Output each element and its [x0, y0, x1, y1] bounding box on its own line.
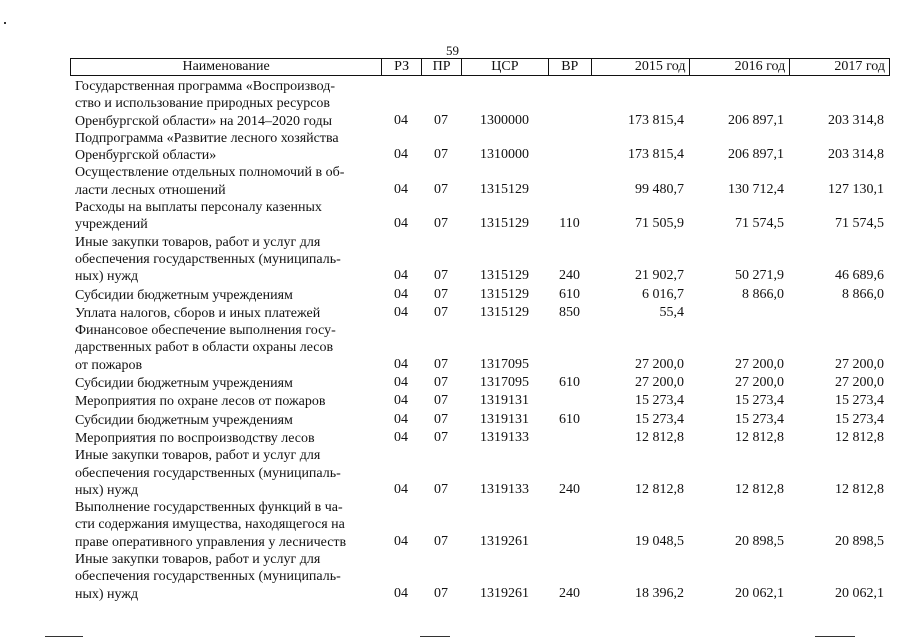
- row-name-line: Субсидии бюджетным учреждениям: [75, 376, 293, 392]
- row-name-line: Выполнение государственных функций в ча-: [75, 500, 343, 516]
- table-row: [70, 286, 890, 304]
- header-year-2015: 2015 год: [591, 59, 690, 75]
- cell-pr: 07: [434, 393, 448, 409]
- cell-pr: 07: [434, 481, 448, 497]
- cell-rz: 04: [394, 147, 408, 163]
- cell-rz: 04: [394, 481, 408, 497]
- table-row: [70, 447, 890, 499]
- cell-csr: 1315129: [480, 304, 529, 320]
- cell-pr: 07: [434, 112, 448, 128]
- cell-y2015: 12 812,8: [635, 481, 684, 497]
- row-name-line: обеспечения государственных (муниципаль-: [75, 569, 341, 585]
- cell-y2017: 20 062,1: [835, 585, 884, 601]
- scan-mark-left: [45, 636, 83, 637]
- cell-y2015: 19 048,5: [635, 533, 684, 549]
- row-name-line: сти содержания имущества, находящегося на: [75, 517, 345, 533]
- table-row: [70, 78, 890, 130]
- row-name-line: ных) нужд: [75, 269, 139, 285]
- scan-dot: [4, 22, 6, 24]
- cell-vr: [548, 129, 591, 130]
- table-row: [70, 304, 890, 322]
- cell-csr: 1317095: [480, 356, 529, 372]
- cell-y2016: 130 712,4: [728, 181, 784, 197]
- table-row: [70, 374, 890, 392]
- cell-pr: 07: [434, 411, 448, 427]
- cell-y2016: 12 812,8: [735, 481, 784, 497]
- cell-rz: 04: [394, 585, 408, 601]
- row-name: [70, 234, 381, 286]
- cell-y2016: 206 897,1: [728, 147, 784, 163]
- cell-y2017: 20 898,5: [835, 533, 884, 549]
- cell-y2015: 173 815,4: [628, 147, 684, 163]
- cell-vr: 610: [559, 286, 580, 302]
- row-name-line: Оренбургской области»: [75, 148, 217, 164]
- cell-pr: 07: [434, 429, 448, 445]
- row-name-line: Уплата налогов, сборов и иных платежей: [75, 305, 321, 321]
- row-name-line: ласти лесных отношений: [75, 182, 226, 198]
- cell-vr: [548, 446, 591, 447]
- cell-y2017: 8 866,0: [842, 286, 884, 302]
- table-row: [70, 551, 890, 603]
- cell-csr: 1319133: [480, 429, 529, 445]
- cell-vr: [548, 163, 591, 164]
- cell-y2016: 71 574,5: [735, 216, 784, 232]
- cell-y2016: 15 273,4: [735, 393, 784, 409]
- header-year-2017: 2017 год: [789, 59, 889, 75]
- cell-y2017: 15 273,4: [835, 393, 884, 409]
- cell-y2016: 27 200,0: [735, 375, 784, 391]
- cell-vr: [548, 550, 591, 551]
- table-row: [70, 411, 890, 429]
- cell-vr: 240: [559, 585, 580, 601]
- cell-csr: 1315129: [480, 181, 529, 197]
- cell-y2016: 15 273,4: [735, 411, 784, 427]
- table-row: [70, 429, 890, 447]
- header-pr: ПР: [421, 59, 461, 75]
- row-name: [70, 305, 381, 322]
- cell-y2017: 127 130,1: [828, 181, 884, 197]
- row-name: [70, 322, 381, 374]
- row-name-line: ство и использование природных ресурсов: [75, 96, 331, 112]
- cell-y2015: 12 812,8: [635, 429, 684, 445]
- row-name: [70, 199, 381, 234]
- cell-y2015: 27 200,0: [635, 356, 684, 372]
- cell-csr: 1310000: [480, 147, 529, 163]
- table-row: [70, 234, 890, 286]
- table-body: [70, 78, 890, 603]
- cell-rz: 04: [394, 216, 408, 232]
- cell-pr: 07: [434, 216, 448, 232]
- cell-y2017: 71 574,5: [835, 216, 884, 232]
- row-name: [70, 430, 381, 447]
- row-name-line: Субсидии бюджетным учреждениям: [75, 287, 293, 303]
- cell-rz: 04: [394, 411, 408, 427]
- cell-pr: 07: [434, 585, 448, 601]
- row-name-line: Субсидии бюджетным учреждениям: [75, 412, 293, 428]
- row-name-line: учреждений: [75, 217, 148, 233]
- cell-y2016: 8 866,0: [742, 286, 784, 302]
- cell-y2016: 20 062,1: [735, 585, 784, 601]
- row-name-line: ных) нужд: [75, 586, 139, 602]
- cell-rz: 04: [394, 268, 408, 284]
- cell-csr: 1319131: [480, 411, 529, 427]
- row-name-line: Финансовое обеспечение выполнения госу-: [75, 323, 336, 339]
- cell-rz: 04: [394, 286, 408, 302]
- cell-y2016: 206 897,1: [728, 112, 784, 128]
- table-header: [70, 58, 890, 76]
- cell-y2017: 46 689,6: [835, 268, 884, 284]
- table-row: [70, 164, 890, 199]
- cell-y2015: 27 200,0: [635, 375, 684, 391]
- cell-y2015: 55,4: [659, 304, 684, 320]
- cell-y2015: 21 902,7: [635, 268, 684, 284]
- cell-vr: 110: [559, 216, 580, 232]
- row-name-line: от пожаров: [75, 357, 143, 373]
- row-name-line: дарственных работ в области охраны лесов: [75, 340, 334, 356]
- cell-y2017: 15 273,4: [835, 411, 884, 427]
- cell-y2015: 15 273,4: [635, 393, 684, 409]
- cell-pr: 07: [434, 304, 448, 320]
- cell-y2015: 173 815,4: [628, 112, 684, 128]
- cell-csr: 1315129: [480, 268, 529, 284]
- row-name-line: обеспечения государственных (муниципаль-: [75, 465, 341, 481]
- cell-y2017: 203 314,8: [828, 112, 884, 128]
- row-name: [70, 412, 381, 429]
- row-name-line: Иные закупки товаров, работ и услуг для: [75, 448, 321, 464]
- cell-csr: 1319261: [480, 585, 529, 601]
- cell-csr: 1315129: [480, 286, 529, 302]
- table-row: [70, 392, 890, 410]
- cell-y2017: [790, 321, 890, 322]
- cell-rz: 04: [394, 533, 408, 549]
- table-row: [70, 499, 890, 551]
- cell-y2015: 15 273,4: [635, 411, 684, 427]
- row-name-line: Расходы на выплаты персоналу казенных: [75, 200, 322, 216]
- cell-y2015: 99 480,7: [635, 181, 684, 197]
- cell-csr: 1319131: [480, 393, 529, 409]
- page-number: 59: [446, 43, 459, 58]
- row-name: [70, 393, 381, 410]
- table-row: [70, 322, 890, 374]
- cell-rz: 04: [394, 181, 408, 197]
- cell-pr: 07: [434, 147, 448, 163]
- row-name-line: Иные закупки товаров, работ и услуг для: [75, 552, 321, 568]
- cell-vr: 850: [559, 304, 580, 320]
- cell-rz: 04: [394, 393, 408, 409]
- cell-pr: 07: [434, 356, 448, 372]
- table-row: [70, 199, 890, 234]
- cell-csr: 1317095: [480, 375, 529, 391]
- cell-vr: 240: [559, 268, 580, 284]
- cell-csr: 1319133: [480, 481, 529, 497]
- cell-y2017: 27 200,0: [835, 356, 884, 372]
- row-name-line: обеспечения государственных (муниципаль-: [75, 251, 341, 267]
- cell-y2016: 12 812,8: [735, 429, 784, 445]
- cell-rz: 04: [394, 356, 408, 372]
- row-name-line: Подпрограмма «Развитие лесного хозяйства: [75, 130, 339, 146]
- cell-pr: 07: [434, 181, 448, 197]
- row-name: [70, 287, 381, 304]
- row-name: [70, 551, 381, 603]
- cell-y2016: [690, 321, 790, 322]
- row-name-line: Мероприятия по воспроизводству лесов: [75, 430, 315, 446]
- row-name-line: ных) нужд: [75, 482, 139, 498]
- header-year-2016: 2016 год: [689, 59, 789, 75]
- cell-y2017: 12 812,8: [835, 429, 884, 445]
- row-name-line: Оренбургской области» на 2014–2020 годы: [75, 113, 332, 129]
- cell-rz: 04: [394, 375, 408, 391]
- cell-vr: 240: [559, 481, 580, 497]
- row-name: [70, 375, 381, 392]
- cell-csr: 1300000: [480, 112, 529, 128]
- cell-csr: 1319261: [480, 533, 529, 549]
- row-name: [70, 130, 381, 165]
- row-name: [70, 499, 381, 551]
- header-rz: РЗ: [381, 59, 421, 75]
- cell-rz: 04: [394, 304, 408, 320]
- cell-pr: 07: [434, 375, 448, 391]
- cell-y2015: 6 016,7: [642, 286, 684, 302]
- row-name: [70, 447, 381, 499]
- row-name-line: Мероприятия по охране лесов от пожаров: [75, 394, 326, 410]
- cell-rz: 04: [394, 429, 408, 445]
- cell-pr: 07: [434, 286, 448, 302]
- row-name: [70, 78, 381, 130]
- header-vr: ВР: [548, 59, 591, 75]
- cell-y2017: 27 200,0: [835, 375, 884, 391]
- scan-mark-right: [815, 636, 855, 637]
- cell-y2017: 203 314,8: [828, 147, 884, 163]
- row-name-line: Государственная программа «Воспроизвод-: [75, 79, 336, 94]
- cell-rz: 04: [394, 112, 408, 128]
- table-row: [70, 130, 890, 165]
- cell-pr: 07: [434, 533, 448, 549]
- cell-vr: 610: [559, 411, 580, 427]
- cell-y2017: 12 812,8: [835, 481, 884, 497]
- header-name: Наименование: [182, 59, 270, 74]
- cell-pr: 07: [434, 268, 448, 284]
- cell-vr: 610: [559, 375, 580, 391]
- scan-mark-center: [420, 636, 450, 637]
- cell-y2015: 18 396,2: [635, 585, 684, 601]
- cell-y2016: 20 898,5: [735, 533, 784, 549]
- cell-y2016: 50 271,9: [735, 268, 784, 284]
- row-name: [70, 164, 381, 199]
- cell-csr: 1315129: [480, 216, 529, 232]
- cell-y2016: 27 200,0: [735, 356, 784, 372]
- cell-vr: [548, 198, 591, 199]
- row-name-line: Осуществление отдельных полномочий в об-: [75, 165, 345, 181]
- cell-y2015: 71 505,9: [635, 216, 684, 232]
- row-name-line: Иные закупки товаров, работ и услуг для: [75, 234, 321, 250]
- header-csr: ЦСР: [461, 59, 548, 75]
- row-name-line: праве оперативного управления у лесничеств: [75, 534, 347, 550]
